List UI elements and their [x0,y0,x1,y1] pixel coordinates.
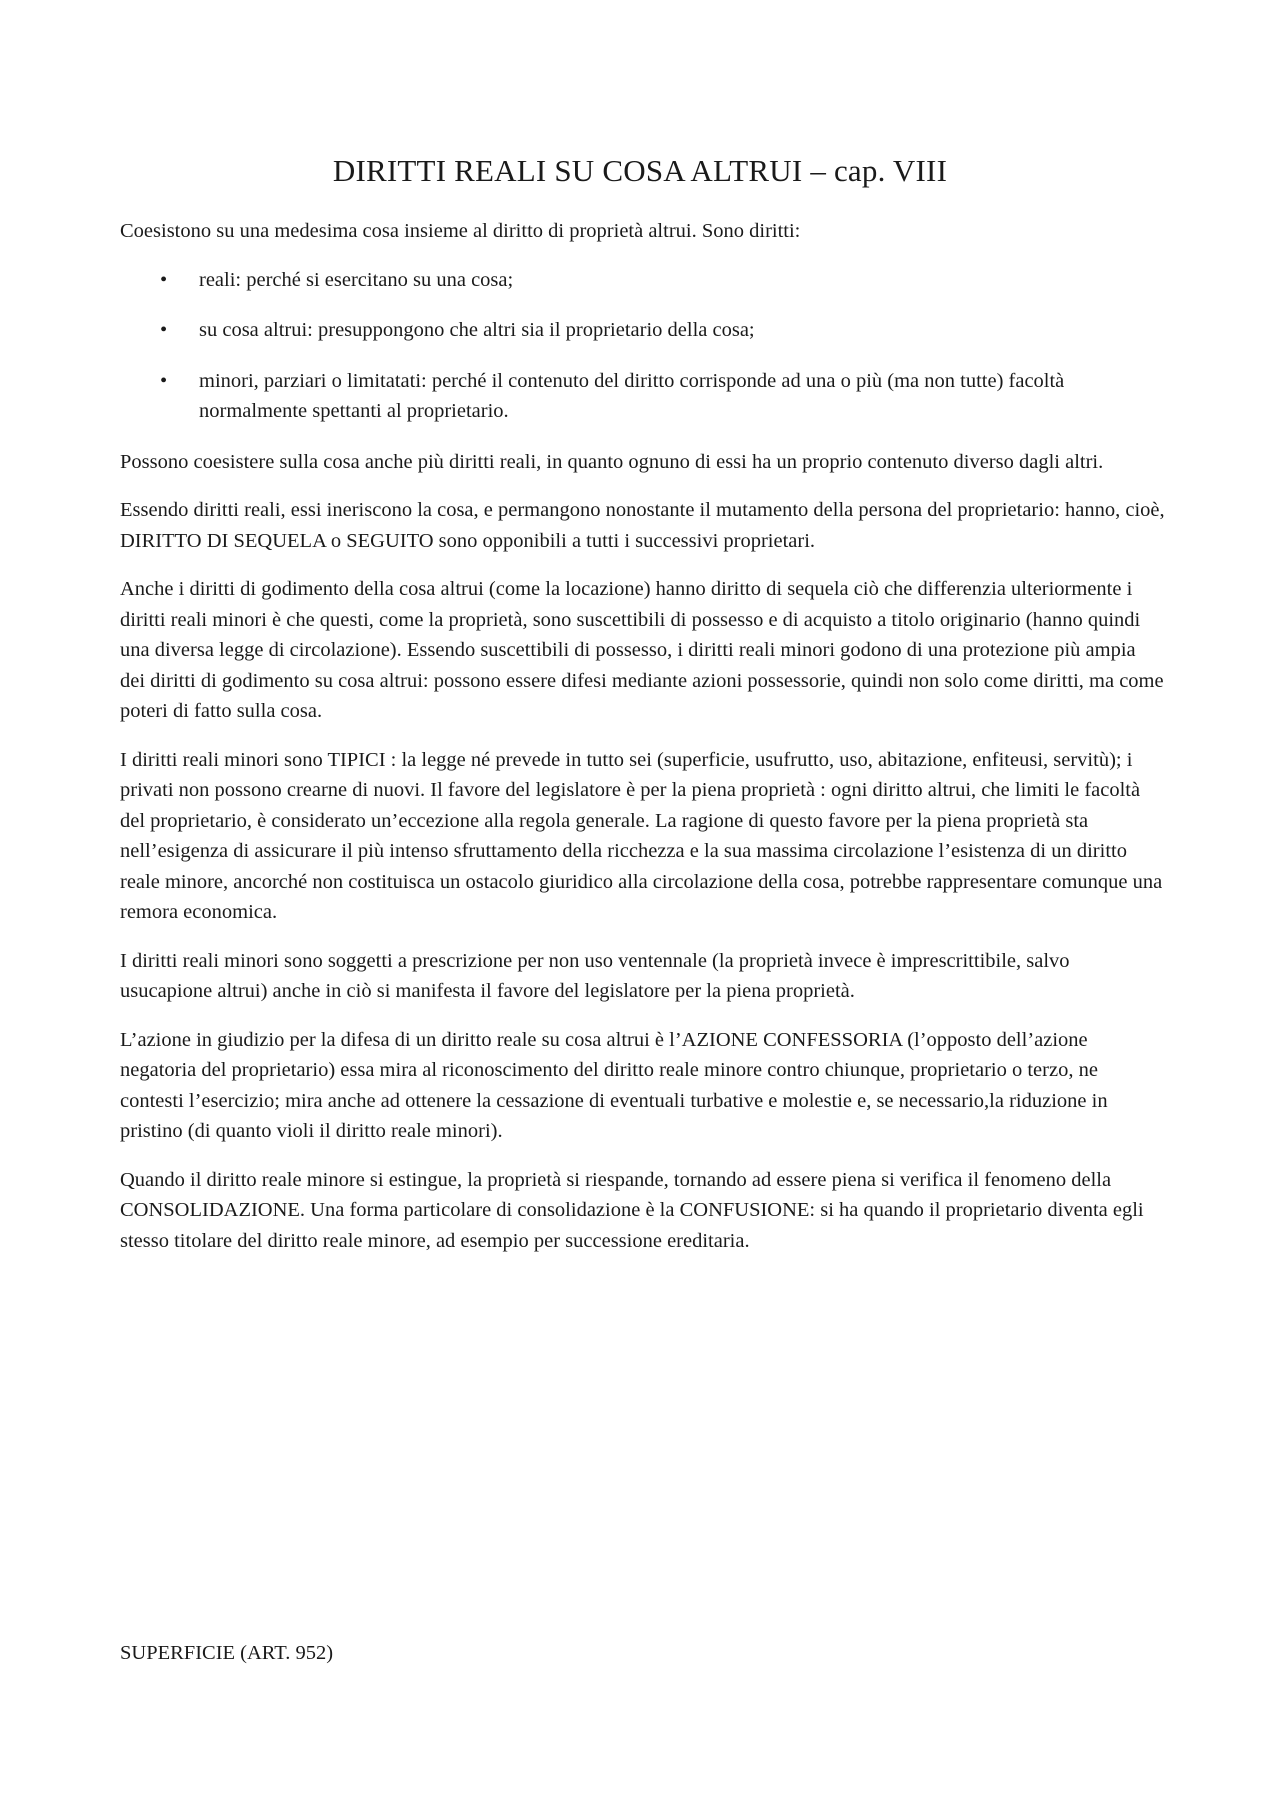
section-heading-superficie: SUPERFICIE (ART. 952) [120,1642,334,1664]
bullet-icon: • [160,319,168,341]
document-body [120,216,1165,1274]
list-item [120,315,1165,346]
document-title: DIRITTI REALI SU COSA ALTRUI – cap. VIII [332,153,948,188]
paragraph-godimento: Anche i diritti di godimento della cosa altrui (come la locazione) hanno diritto di sequela ciò che differenzia ulteriormente i diritti reali minori è che questi, come la proprietà, sono suscettibili di possesso e di acquisto a titolo originario (hanno quindi una diversa legge di circolazione). Essendo suscettibili di possesso, i diritti reali minori godono di una protezione più ampia dei diritti di godimento su cosa altrui: possono essere difesi mediante azioni possessorie, quindi non solo come diritti, ma come poteri di fatto sulla cosa. [120,578,1164,722]
paragraph-tipici: I diritti reali minori sono TIPICI : la legge né prevede in tutto sei (superficie, usufrutto, uso, abitazione, enfiteusi, servitù); i privati non possono crearne di nuovi. Il favore del legislatore è per la piena proprietà : ogni diritto altrui, che limiti le facoltà del proprietario, è considerato un’eccezione alla regola generale. La ragione di questo favore per la piena proprietà sta nell’esigenza di assicurare il più intenso sfruttamento della ricchezza e la sua massima circolazione l’esistenza di un diritto reale minore, ancorché non costituisca un ostacolo giuridico alla circolazione della cosa, potrebbe rappresentare comunque una remora economica. [120,748,1163,923]
paragraph-prescrizione: I diritti reali minori sono soggetti a prescrizione per non uso ventennale (la proprietà invece è imprescrittibile, salvo usucapione altrui) anche in ciò si manifesta il favore del legislatore per la piena proprietà. [120,949,1070,1002]
list-item [120,265,1165,296]
paragraph-azione-confessoria: L’azione in giudizio per la difesa di un diritto reale su cosa altrui è l’AZIONE CONFESSORIA (l’opposto dell’azione negatoria del proprietario) essa mira al riconoscimento del diritto reale minore contro chiunque, proprietario o terzo, ne contesti l’esercizio; mira anche ad ottenere la cessazione di eventuali turbative e molestie e, se necessario,la riduzione in pristino (di quanto violi il diritto reale minori). [120,1028,1108,1142]
intro-paragraph: Coesistono su una medesima cosa insieme al diritto di proprietà altrui. Sono diritti: [120,220,801,242]
rights-characteristics-list [120,265,1165,427]
list-item-text: minori, parziari o limitatati: perché il contenuto del diritto corrisponde ad una o più (ma non tutte) facoltà normalmente spettanti al proprietario. [199,369,1065,422]
bullet-icon: • [160,369,168,392]
paragraph-coexistence: Possono coesistere sulla cosa anche più diritti reali, in quanto ognuno di essi ha un proprio contenuto diverso dagli altri. [120,450,1104,473]
bullet-icon: • [160,268,168,291]
list-item-text: su cosa altrui: presuppongono che altri sia il proprietario della cosa; [199,319,755,341]
list-item [120,366,1165,427]
paragraph-consolidazione: Quando il diritto reale minore si estingue, la proprietà si riespande, tornando ad essere piena si verifica il fenomeno della CONSOLIDAZIONE. Una forma particolare di consolidazione è la CONFUSIONE: si ha quando il proprietario diventa egli stesso titolare del diritto reale minore, ad esempio per successione ereditaria. [120,1168,1144,1252]
list-item-text: reali: perché si esercitano su una cosa; [199,268,514,291]
paragraph-sequela: Essendo diritti reali, essi ineriscono la cosa, e permangono nonostante il mutamento della persona del proprietario: hanno, cioè, DIRITTO DI SEQUELA o SEGUITO sono opponibili a tutti i successivi proprietari. [120,499,1165,552]
